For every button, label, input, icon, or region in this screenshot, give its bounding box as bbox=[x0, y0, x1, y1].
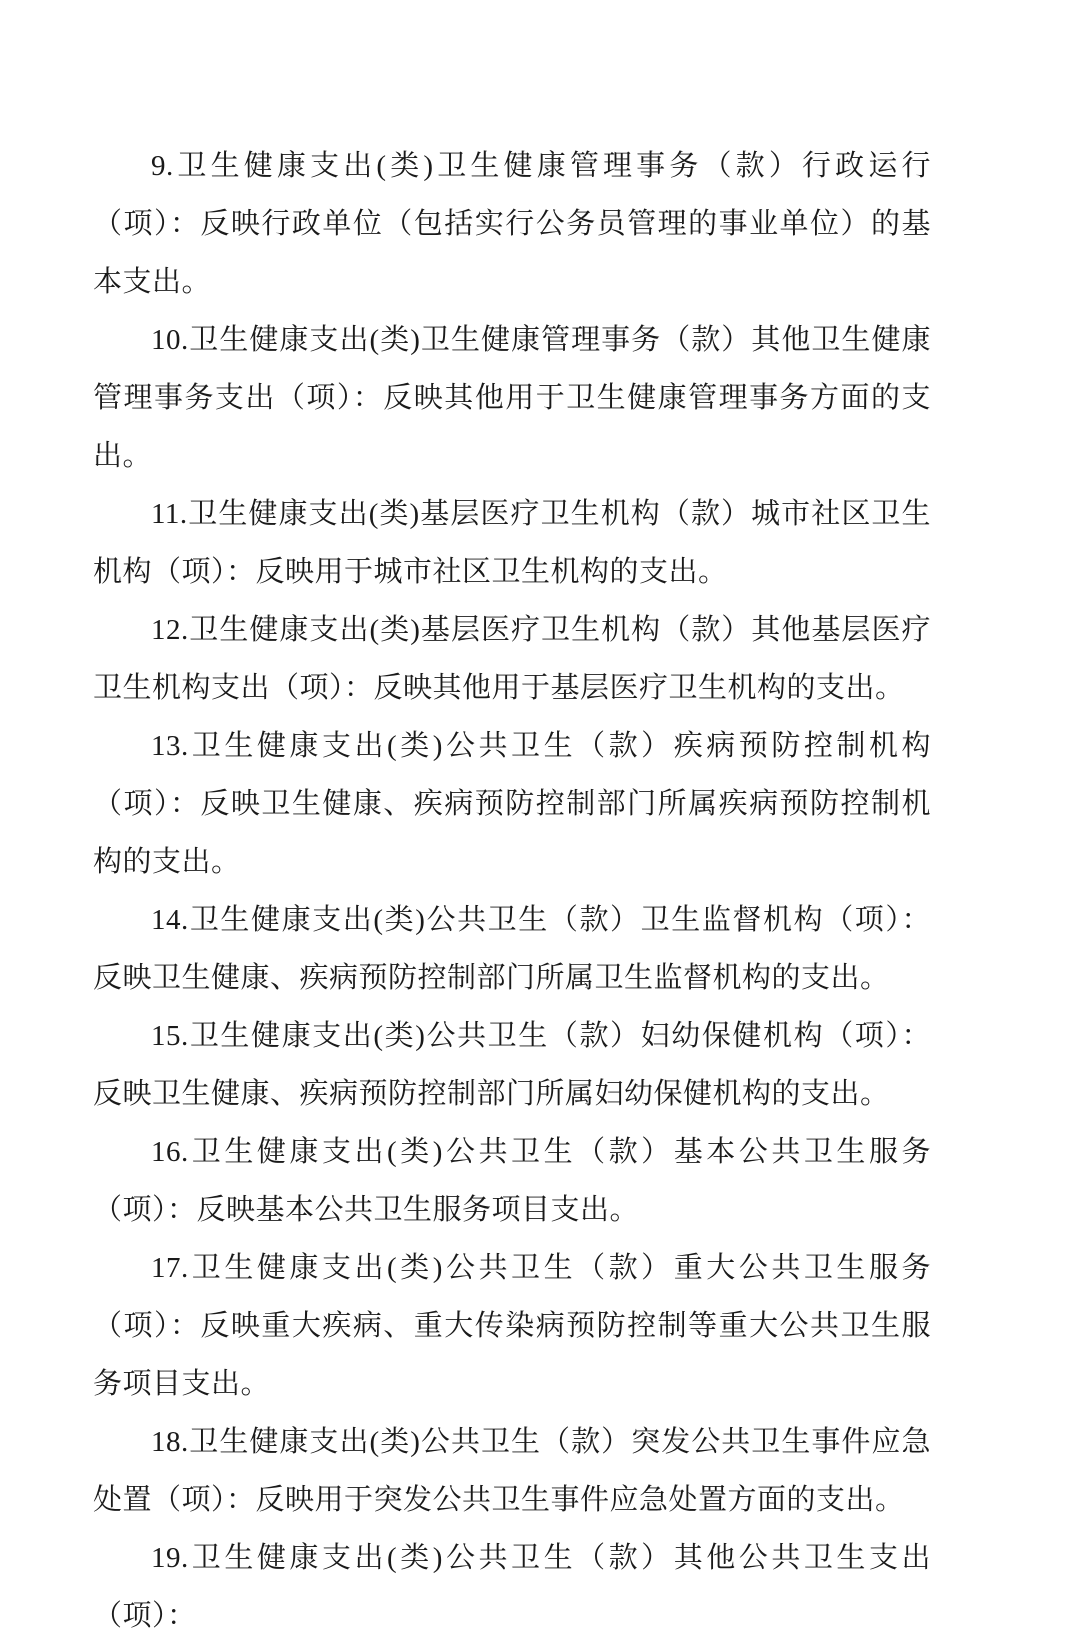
paragraph-item-10: 10.卫生健康支出(类)卫生健康管理事务（款）其他卫生健康管理事务支出（项）：反映其他用于卫生健康管理事务方面的支出。 bbox=[93, 324, 931, 472]
paragraph-item-16: 16.卫生健康支出(类)公共卫生（款）基本公共卫生服务（项）：反映基本公共卫生服务项目支出。 bbox=[93, 1136, 931, 1226]
paragraph-item-15: 15.卫生健康支出(类)公共卫生（款）妇幼保健机构（项）：反映卫生健康、疾病预防控制部门所属妇幼保健机构的支出。 bbox=[93, 1020, 931, 1110]
paragraph-item-17: 17.卫生健康支出(类)公共卫生（款）重大公共卫生服务（项）：反映重大疾病、重大传染病预防控制等重大公共卫生服务项目支出。 bbox=[93, 1252, 931, 1400]
paragraph-item-11: 11.卫生健康支出(类)基层医疗卫生机构（款）城市社区卫生机构（项）：反映用于城市社区卫生机构的支出。 bbox=[93, 498, 931, 588]
paragraph-item-19: 19.卫生健康支出(类)公共卫生（款）其他公共卫生支出（项）： bbox=[93, 1542, 931, 1632]
paragraph-item-18: 18.卫生健康支出(类)公共卫生（款）突发公共卫生事件应急处置（项）：反映用于突发公共卫生事件应急处置方面的支出。 bbox=[93, 1426, 931, 1516]
paragraph-item-9: 9.卫生健康支出(类)卫生健康管理事务（款）行政运行（项）：反映行政单位（包括实行公务员管理的事业单位）的基本支出。 bbox=[93, 150, 931, 298]
paragraph-item-13: 13.卫生健康支出(类)公共卫生（款）疾病预防控制机构（项）：反映卫生健康、疾病预防控制部门所属疾病预防控制机构的支出。 bbox=[93, 730, 931, 878]
document-page bbox=[93, 137, 931, 1645]
paragraph-item-14: 14.卫生健康支出(类)公共卫生（款）卫生监督机构（项）：反映卫生健康、疾病预防控制部门所属卫生监督机构的支出。 bbox=[93, 904, 931, 994]
paragraph-item-12: 12.卫生健康支出(类)基层医疗卫生机构（款）其他基层医疗卫生机构支出（项）：反映其他用于基层医疗卫生机构的支出。 bbox=[93, 614, 931, 704]
